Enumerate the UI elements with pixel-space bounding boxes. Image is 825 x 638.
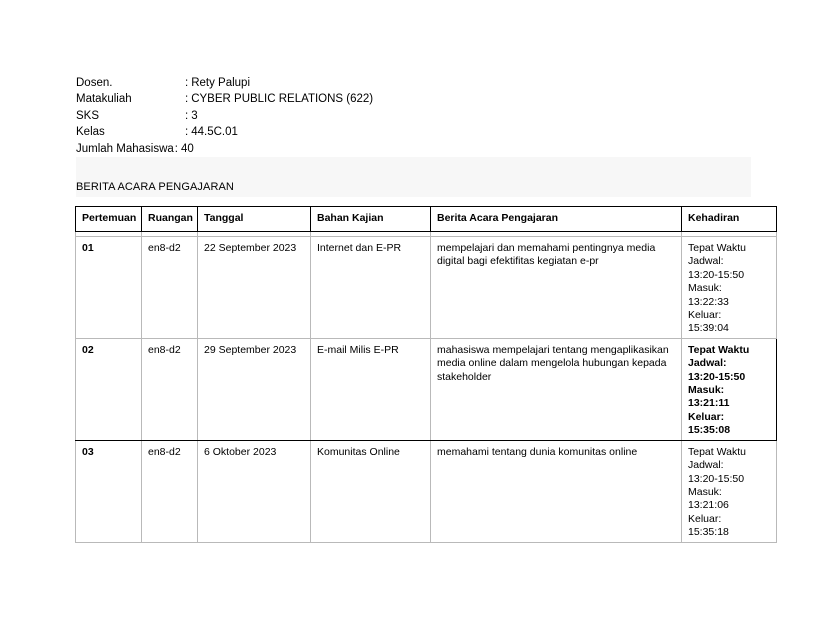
attendance-value: 15:35:18 bbox=[688, 526, 729, 539]
info-value: 40 bbox=[181, 142, 194, 155]
header-berita-acara: Berita Acara Pengajaran bbox=[431, 207, 682, 232]
info-separator: : bbox=[185, 109, 189, 122]
info-value: Rety Palupi bbox=[191, 77, 251, 89]
header-kehadiran: Kehadiran bbox=[682, 207, 777, 232]
attendance-value: 15:39:04 bbox=[688, 322, 729, 335]
info-row-dosen bbox=[76, 75, 373, 91]
info-row-jumlah-mahasiswa bbox=[76, 141, 373, 157]
cell-berita-acara: memahami tentang dunia komunitas online bbox=[431, 440, 682, 542]
attendance-value: 15:35:08 bbox=[688, 424, 731, 437]
attendance-label: Masuk: bbox=[688, 282, 722, 295]
info-row-matakuliah bbox=[76, 91, 373, 107]
info-value: 44.5C.01 bbox=[191, 126, 238, 139]
attendance-value: 13:21:11 bbox=[688, 397, 730, 410]
table-row bbox=[76, 237, 777, 339]
cell-pertemuan: 03 bbox=[76, 440, 142, 542]
cell-tanggal: 22 September 2023 bbox=[198, 237, 311, 339]
header-bahan-kajian: Bahan Kajian bbox=[311, 207, 431, 232]
attendance-status: Tepat Waktu bbox=[688, 242, 746, 254]
attendance-label: Masuk: bbox=[688, 485, 722, 498]
header-pertemuan: Pertemuan bbox=[76, 207, 142, 232]
info-separator: : bbox=[174, 142, 178, 155]
attendance-value: 13:20-15:50 bbox=[688, 268, 745, 281]
attendance-label: Keluar: bbox=[688, 410, 725, 423]
info-label: Dosen. bbox=[76, 77, 113, 89]
section-title: BERITA ACARA PENGAJARAN bbox=[76, 181, 234, 193]
cell-bahan-kajian: Komunitas Online bbox=[311, 440, 431, 542]
course-info bbox=[76, 75, 373, 157]
attendance-label: Keluar: bbox=[688, 309, 722, 322]
attendance-value: 13:21:06 bbox=[688, 499, 729, 512]
info-label: Kelas bbox=[76, 126, 105, 139]
attendance-value: 13:20-15:50 bbox=[688, 370, 746, 383]
cell-tanggal: 6 Oktober 2023 bbox=[198, 440, 311, 542]
info-label: SKS bbox=[76, 109, 100, 122]
cell-tanggal: 29 September 2023 bbox=[198, 338, 311, 440]
cell-bahan-kajian: Internet dan E-PR bbox=[311, 237, 431, 339]
cell-berita-acara: mempelajari dan memahami pentingnya media digital bagi efektifitas kegiatan e-pr bbox=[431, 237, 682, 339]
cell-bahan-kajian: E-mail Milis E-PR bbox=[311, 338, 431, 440]
cell-pertemuan: 01 bbox=[76, 237, 142, 339]
cell-ruangan: en8-d2 bbox=[142, 338, 198, 440]
cell-kehadiran bbox=[682, 338, 777, 440]
attendance-label: Jadwal: bbox=[688, 459, 724, 472]
attendance-label: Keluar: bbox=[688, 512, 722, 525]
teaching-record-table bbox=[75, 206, 777, 543]
info-label: Jumlah Mahasiswa bbox=[76, 142, 174, 155]
cell-ruangan: en8-d2 bbox=[142, 440, 198, 542]
header-ruangan: Ruangan bbox=[142, 207, 198, 232]
attendance-label: Jadwal: bbox=[688, 357, 727, 370]
attendance-status: Tepat Waktu bbox=[688, 445, 746, 458]
table-row bbox=[76, 338, 777, 440]
table-header-row bbox=[76, 207, 777, 232]
attendance-label: Masuk: bbox=[688, 384, 725, 397]
cell-kehadiran bbox=[682, 440, 777, 542]
info-value: CYBER PUBLIC RELATIONS (622) bbox=[191, 93, 374, 106]
cell-kehadiran bbox=[682, 237, 777, 339]
info-row-kelas bbox=[76, 124, 373, 140]
info-label: Matakuliah bbox=[76, 93, 132, 106]
info-separator: : bbox=[185, 126, 189, 139]
info-separator: : bbox=[185, 93, 189, 106]
header-tanggal: Tanggal bbox=[198, 207, 311, 232]
attendance-value: 13:20-15:50 bbox=[688, 472, 745, 485]
attendance-value: 13:22:33 bbox=[688, 295, 729, 308]
info-row-sks bbox=[76, 108, 373, 124]
attendance-label: Jadwal: bbox=[688, 255, 724, 268]
cell-ruangan: en8-d2 bbox=[142, 237, 198, 339]
cell-pertemuan: 02 bbox=[76, 338, 142, 440]
table-row bbox=[76, 440, 777, 542]
info-value: 3 bbox=[191, 109, 198, 122]
cell-berita-acara: mahasiswa mempelajari tentang mengaplikasikan media online dalam mengelola hubungan kepada stakeholder bbox=[431, 338, 682, 440]
attendance-status: Tepat Waktu bbox=[688, 343, 750, 356]
info-separator: : bbox=[185, 77, 189, 89]
